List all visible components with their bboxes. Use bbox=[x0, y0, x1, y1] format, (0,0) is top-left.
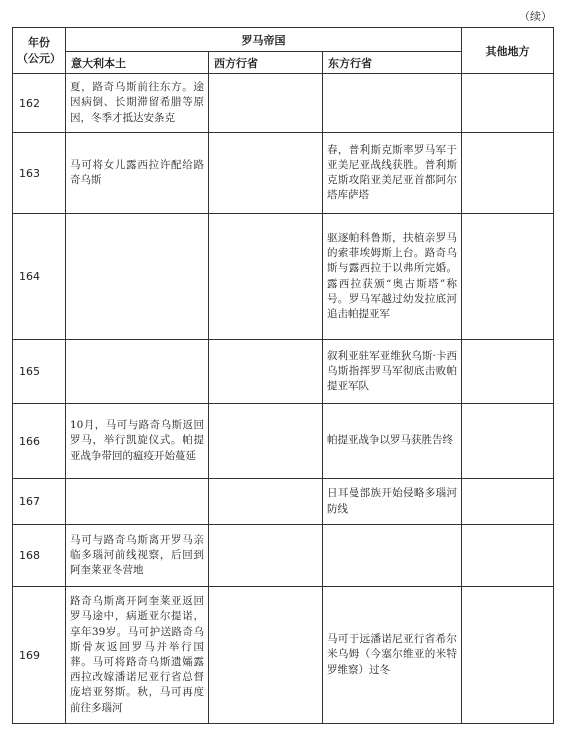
west-cell bbox=[209, 525, 323, 587]
east-cell bbox=[323, 74, 462, 133]
other-cell bbox=[462, 587, 554, 724]
east-cell: 驱逐帕科鲁斯，扶植亲罗马的索菲埃姆斯上台。路奇乌斯与露西拉于以弗所完婚。露西拉获颁“奥古斯塔”称号。罗马军越过幼发拉底河追击帕提亚军 bbox=[323, 214, 462, 340]
year-cell: 162 bbox=[13, 74, 66, 133]
west-cell bbox=[209, 340, 323, 404]
west-cell bbox=[209, 74, 323, 133]
east-cell: 日耳曼部族开始侵略多瑙河防线 bbox=[323, 479, 462, 525]
year-cell: 168 bbox=[13, 525, 66, 587]
year-cell: 166 bbox=[13, 404, 66, 479]
italy-cell: 马可将女儿露西拉许配给路奇乌斯 bbox=[66, 133, 209, 214]
roman-empire-header: 罗马帝国 bbox=[66, 28, 462, 52]
other-cell bbox=[462, 214, 554, 340]
table-row bbox=[13, 74, 554, 133]
west-cell bbox=[209, 404, 323, 479]
east-cell: 春，普利斯克斯率罗马军于亚美尼亚战线获胜。普利斯克斯攻陷亚美尼亚首都阿尔塔库萨塔 bbox=[323, 133, 462, 214]
other-places-header: 其他地方 bbox=[462, 28, 554, 74]
table-row bbox=[13, 479, 554, 525]
table-row bbox=[13, 214, 554, 340]
other-cell bbox=[462, 479, 554, 525]
west-provinces-header: 西方行省 bbox=[209, 52, 323, 74]
year-cell: 167 bbox=[13, 479, 66, 525]
table-row bbox=[13, 587, 554, 724]
year-cell: 169 bbox=[13, 587, 66, 724]
year-cell: 163 bbox=[13, 133, 66, 214]
other-cell bbox=[462, 74, 554, 133]
italy-cell: 10月，马可与路奇乌斯返回罗马，举行凯旋仪式。帕提亚战争带回的瘟疫开始蔓延 bbox=[66, 404, 209, 479]
table-row bbox=[13, 133, 554, 214]
italy-cell bbox=[66, 214, 209, 340]
italy-cell: 路奇乌斯离开阿奎莱亚返回罗马途中，病逝亚尔提诺，享年39岁。马可护送路奇乌斯骨灰返回罗马并举行国葬。马可将路奇乌斯遗孀露西拉改嫁潘诺尼亚行省总督庞培亚努斯。秋，马可再度前往多瑙河 bbox=[66, 587, 209, 724]
east-cell: 叙利亚驻军亚维狄乌斯·卡西乌斯指挥罗马军彻底击败帕提亚军队 bbox=[323, 340, 462, 404]
year-cell: 165 bbox=[13, 340, 66, 404]
other-cell bbox=[462, 404, 554, 479]
table-row bbox=[13, 340, 554, 404]
year-cell: 164 bbox=[13, 214, 66, 340]
italy-cell bbox=[66, 340, 209, 404]
italy-header: 意大利本土 bbox=[66, 52, 209, 74]
italy-cell: 马可与路奇乌斯离开罗马亲临多瑙河前线视察，后回到阿奎莱亚冬营地 bbox=[66, 525, 209, 587]
italy-cell bbox=[66, 479, 209, 525]
other-cell bbox=[462, 525, 554, 587]
continued-label: （续） bbox=[519, 10, 552, 23]
other-cell bbox=[462, 340, 554, 404]
table-row bbox=[13, 404, 554, 479]
east-provinces-header: 东方行省 bbox=[323, 52, 462, 74]
italy-cell: 夏，路奇乌斯前往东方。途因病倒、长期滞留希腊等原因，冬季才抵达安条克 bbox=[66, 74, 209, 133]
west-cell bbox=[209, 133, 323, 214]
chronology-table bbox=[12, 27, 554, 724]
table-row bbox=[13, 525, 554, 587]
east-cell: 马可于远潘诺尼亚行省希尔米乌姆（今塞尔维亚的米特罗维察）过冬 bbox=[323, 587, 462, 724]
other-cell bbox=[462, 133, 554, 214]
west-cell bbox=[209, 214, 323, 340]
year-header-line1: 年份 bbox=[28, 35, 50, 49]
west-cell bbox=[209, 587, 323, 724]
year-header bbox=[13, 28, 66, 74]
east-cell: 帕提亚战争以罗马获胜告终 bbox=[323, 404, 462, 479]
east-cell bbox=[323, 525, 462, 587]
year-header-line2: （公元） bbox=[17, 51, 61, 65]
west-cell bbox=[209, 479, 323, 525]
